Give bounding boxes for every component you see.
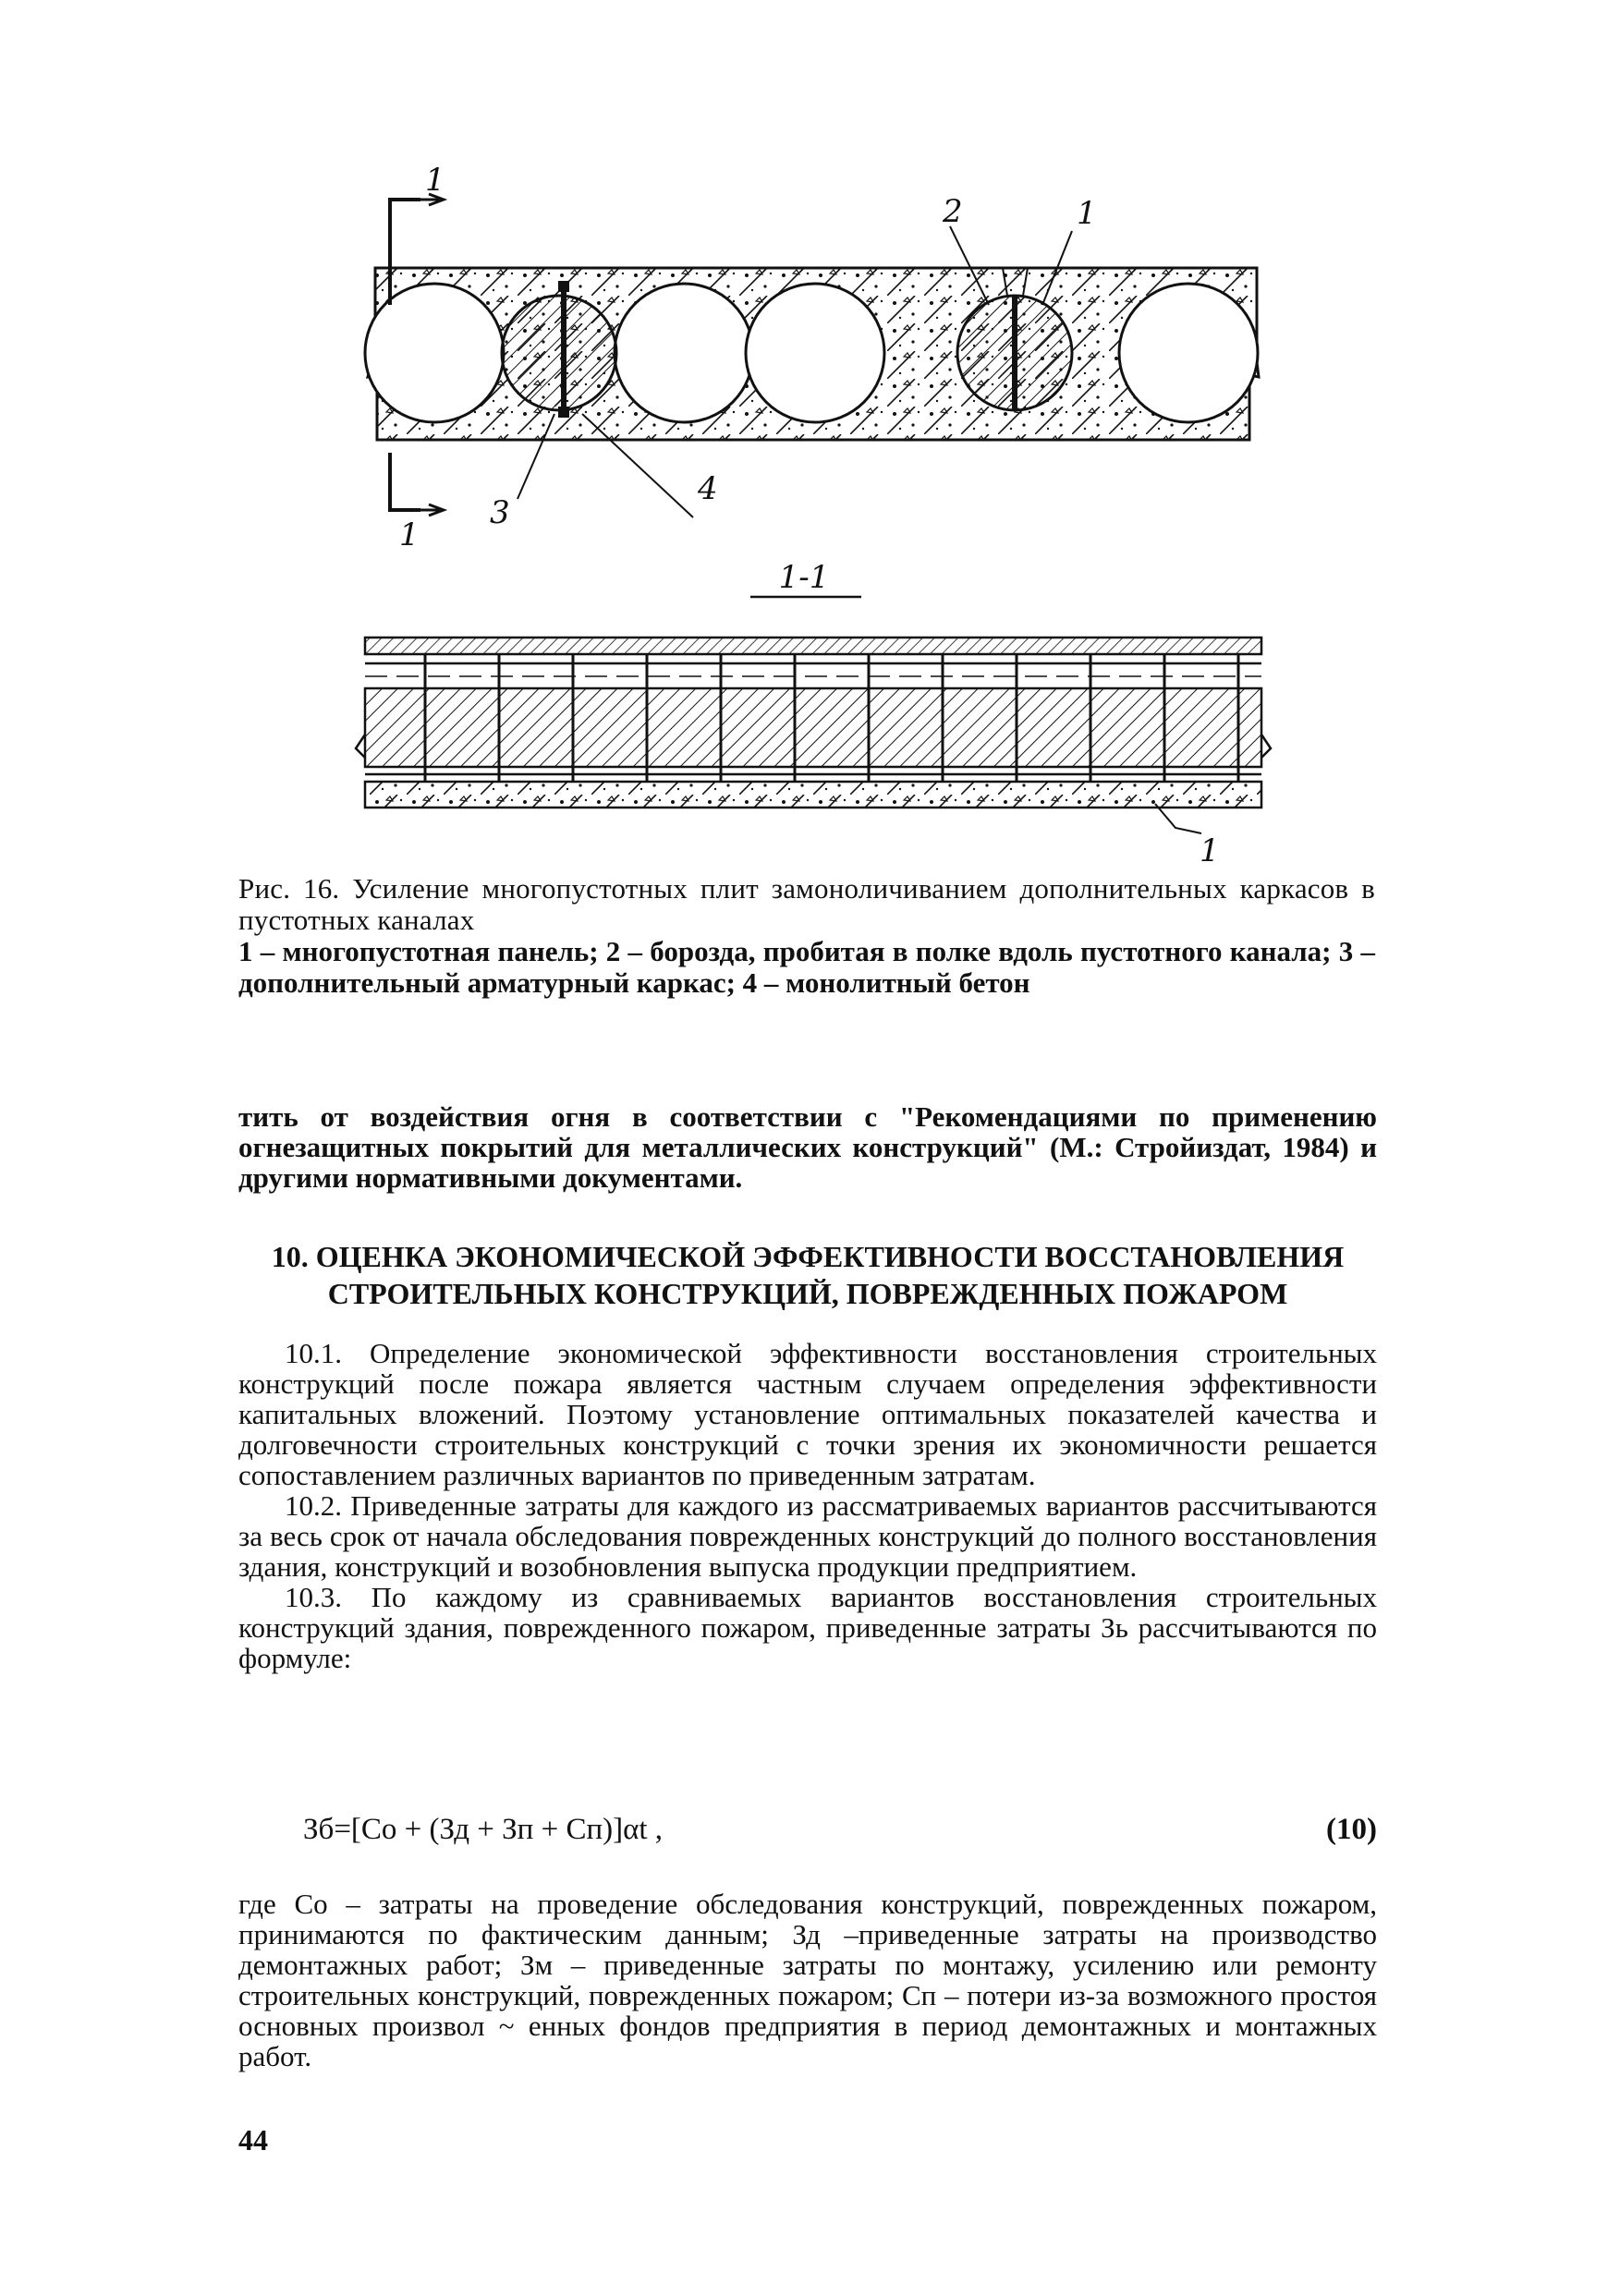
paragraph-10-2: 10.2. Приведенные затраты для каждого из рассматриваемых вариантов рассчитываются за весь срок от начала обследования поврежденных конструкций до полного восстановления здания, конструкций и возобновления выпуска продукции предприятием.: [238, 1489, 1377, 1583]
section-paragraphs: [238, 1338, 1377, 1673]
figure-section-title: 1-1: [778, 559, 830, 596]
formula-row: [238, 1813, 1377, 1853]
figure-label-3: 3: [490, 494, 510, 531]
figure-label-1-bottom: 1: [1200, 832, 1220, 869]
figure-label-section-top: 1: [425, 162, 445, 199]
page-number: 44: [238, 2123, 268, 2156]
caption-legend: 1 – многопустотная панель; 2 – борозда, пробитая в полке вдоль пустотного канала; 3 – дополнительный арматурный каркас; 4 – монолитный бетон: [238, 935, 1375, 999]
caption-title: Рис. 16. Усиление многопустотных плит замоноличиванием дополнительных каркасов в пустотных каналах: [238, 872, 1375, 936]
section-heading-line-2: СТРОИТЕЛЬНЫХ КОНСТРУКЦИЙ, ПОВРЕЖДЕННЫХ ПОЖАРОМ: [327, 1277, 1288, 1310]
figure-drawing: [333, 157, 1312, 878]
figure-caption: [238, 873, 1375, 999]
figure-label-4: 4: [698, 470, 718, 507]
section-heading-line-1: 10. ОЦЕНКА ЭКОНОМИЧЕСКОЙ ЭФФЕКТИВНОСТИ ВОССТАНОВЛЕНИЯ: [271, 1240, 1345, 1273]
panel-longitudinal-section: [356, 638, 1271, 833]
panel-cross-section: [365, 194, 1259, 517]
formula-explanation: [238, 1889, 1377, 2071]
figure-label-2: 2: [943, 193, 963, 230]
formula: Зб=[Со + (Зд + Зп + Сп)]αt ,: [303, 1813, 664, 1846]
paragraph-10-1: 10.1. Определение экономической эффективности восстановления строительных конструкций после пожара является частным случаем определения эффективности капитальных вложений. Поэтому установление оптимальных показателей качества и долговечности строительных конструкций с точки зрения их экономичности решается сопоставлением различных вариантов по приведенным затратам.: [238, 1337, 1377, 1491]
continuation-text: тить от воздействия огня в соответствии с "Рекомендациями по применению огнезащитных покрытий для металлических конструкций" (М.: Стройиздат, 1984) и другими нормативными документами.: [238, 1100, 1377, 1194]
figure-label-section-bottom: 1: [399, 516, 420, 553]
formula-explanation-text: где Со – затраты на проведение обследования конструкций, поврежденных пожаром, принимаются по фактическим данным; Зд –приведенные затраты на производство демонтажных работ; Зм – приведенные затраты по монтажу, усилению или ремонту строительных конструкций, поврежденных пожаром; Сп – потери из-за возможного простоя основных произвол ~ енных фондов предприятия в период демонтажных и монтажных работ.: [238, 1888, 1377, 2072]
continuation-paragraph: [238, 1101, 1377, 1193]
section-heading: [238, 1238, 1377, 1312]
formula-number: (10): [1326, 1813, 1377, 1846]
paragraph-10-3: 10.3. По каждому из сравниваемых вариантов восстановления строительных конструкций здания, поврежденного пожаром, приведенные затраты Зь рассчитываются по формуле:: [238, 1581, 1377, 1674]
figure-label-1-top: 1: [1077, 195, 1097, 232]
figure-16: [333, 157, 1312, 878]
